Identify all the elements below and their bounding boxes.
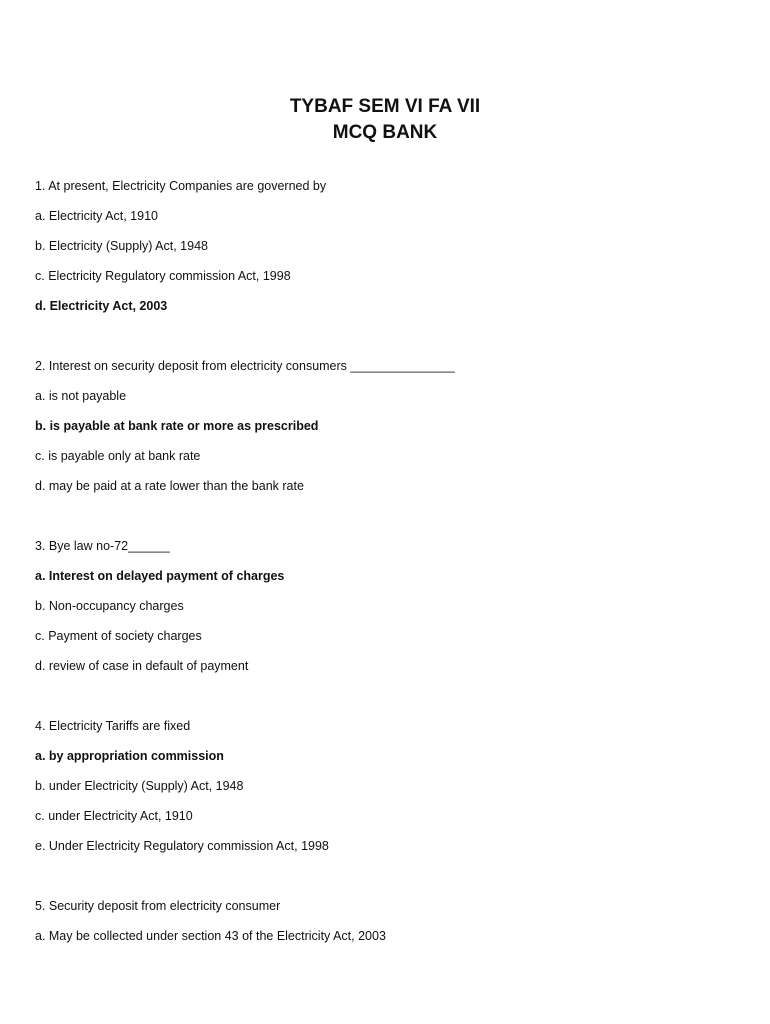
- option-a: a. May be collected under section 43 of the Electricity Act, 2003: [35, 929, 386, 943]
- option-b: b. Non-occupancy charges: [35, 599, 184, 613]
- option-b: b. Electricity (Supply) Act, 1948: [35, 239, 208, 253]
- question-1: [35, 171, 735, 321]
- question-5: [35, 891, 735, 951]
- option-a-correct: a. by appropriation commission: [35, 749, 224, 763]
- option-c: c. is payable only at bank rate: [35, 449, 201, 463]
- option-c: c. Electricity Regulatory commission Act, 1998: [35, 269, 291, 283]
- title-line-1: TYBAF SEM VI FA VII: [289, 96, 481, 117]
- option-c: c. Payment of society charges: [35, 629, 202, 643]
- option-b: b. under Electricity (Supply) Act, 1948: [35, 779, 244, 793]
- question-3: [35, 531, 735, 681]
- option-e: e. Under Electricity Regulatory commission Act, 1998: [35, 839, 329, 853]
- question-4: [35, 711, 735, 861]
- title-line-2: MCQ BANK: [332, 122, 438, 143]
- option-a: a. is not payable: [35, 389, 127, 403]
- option-d: d. review of case in default of payment: [35, 659, 249, 673]
- option-d-correct: d. Electricity Act, 2003: [35, 299, 168, 313]
- question-text: 5. Security deposit from electricity consumer: [35, 899, 281, 913]
- option-a-correct: a. Interest on delayed payment of charges: [35, 569, 285, 583]
- option-b-correct: b. is payable at bank rate or more as prescribed: [35, 419, 319, 433]
- question-text: 3. Bye law no-72______: [35, 539, 170, 553]
- question-text: 2. Interest on security deposit from electricity consumers _______________: [35, 359, 455, 373]
- option-d: d. may be paid at a rate lower than the bank rate: [35, 479, 304, 493]
- question-text: 1. At present, Electricity Companies are governed by: [35, 179, 327, 193]
- option-a: a. Electricity Act, 1910: [35, 209, 158, 223]
- option-c: c. under Electricity Act, 1910: [35, 809, 193, 823]
- question-text: 4. Electricity Tariffs are fixed: [35, 719, 191, 733]
- question-2: [35, 351, 735, 501]
- document-title: [0, 94, 770, 146]
- question-list: [35, 171, 735, 981]
